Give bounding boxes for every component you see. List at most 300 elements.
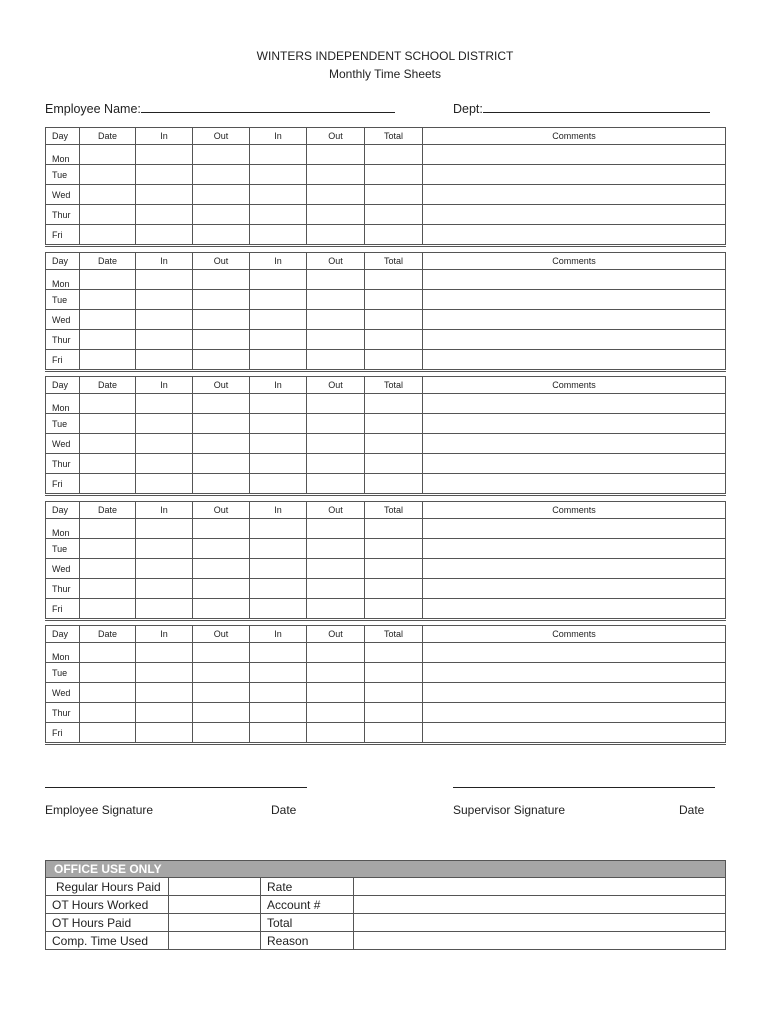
- week-table: [45, 625, 726, 745]
- time-entry-cell[interactable]: [365, 225, 423, 246]
- time-entry-cell[interactable]: [80, 703, 136, 723]
- time-entry-cell[interactable]: [423, 643, 726, 663]
- time-entry-cell[interactable]: [250, 350, 307, 371]
- time-entry-cell[interactable]: [136, 599, 193, 620]
- time-entry-cell[interactable]: [423, 330, 726, 350]
- time-entry-cell[interactable]: [365, 474, 423, 495]
- time-entry-cell[interactable]: [365, 290, 423, 310]
- time-entry-cell[interactable]: [136, 539, 193, 559]
- time-entry-cell[interactable]: [307, 145, 365, 165]
- time-entry-cell[interactable]: [193, 519, 250, 539]
- time-entry-cell[interactable]: [80, 643, 136, 663]
- time-entry-cell[interactable]: [365, 579, 423, 599]
- column-header: In: [250, 502, 307, 519]
- column-header: Day: [46, 377, 80, 394]
- time-entry-cell[interactable]: [80, 310, 136, 330]
- office-row: [46, 914, 726, 932]
- time-entry-cell[interactable]: [193, 330, 250, 350]
- time-entry-cell[interactable]: [423, 579, 726, 599]
- day-row: [46, 145, 726, 165]
- time-entry-cell[interactable]: [136, 579, 193, 599]
- dept-label: Dept:: [453, 102, 483, 116]
- time-entry-cell[interactable]: [193, 350, 250, 371]
- time-entry-cell[interactable]: [365, 350, 423, 371]
- time-entry-cell[interactable]: [365, 330, 423, 350]
- time-entry-cell[interactable]: [250, 579, 307, 599]
- time-entry-cell[interactable]: [307, 270, 365, 290]
- time-entry-cell[interactable]: [423, 414, 726, 434]
- time-entry-cell[interactable]: [365, 663, 423, 683]
- time-entry-cell[interactable]: [250, 414, 307, 434]
- time-entry-cell[interactable]: [307, 723, 365, 744]
- time-entry-cell[interactable]: [80, 414, 136, 434]
- time-entry-cell[interactable]: [250, 165, 307, 185]
- column-header: In: [250, 626, 307, 643]
- day-label: Thur: [46, 703, 80, 723]
- time-entry-cell[interactable]: [423, 225, 726, 246]
- column-header: In: [136, 377, 193, 394]
- time-entry-cell[interactable]: [80, 290, 136, 310]
- column-header: Comments: [423, 253, 726, 270]
- column-header: Out: [193, 502, 250, 519]
- time-entry-cell[interactable]: [250, 185, 307, 205]
- time-entry-cell[interactable]: [250, 474, 307, 495]
- office-label: Reason: [261, 932, 354, 950]
- day-label: Tue: [46, 539, 80, 559]
- time-entry-cell[interactable]: [250, 310, 307, 330]
- supervisor-date-label: Date: [679, 803, 705, 817]
- column-header: Date: [80, 253, 136, 270]
- time-entry-cell[interactable]: [80, 434, 136, 454]
- office-label: OT Hours Worked: [46, 896, 169, 914]
- day-label: Thur: [46, 454, 80, 474]
- day-row: [46, 185, 726, 205]
- time-entry-cell[interactable]: [365, 703, 423, 723]
- column-header: Day: [46, 626, 80, 643]
- column-header: In: [250, 377, 307, 394]
- time-entry-cell[interactable]: [365, 519, 423, 539]
- day-label: Wed: [46, 185, 80, 205]
- time-entry-cell[interactable]: [423, 434, 726, 454]
- time-entry-cell[interactable]: [423, 474, 726, 495]
- time-entry-cell[interactable]: [193, 454, 250, 474]
- column-header: Comments: [423, 377, 726, 394]
- time-entry-cell[interactable]: [307, 663, 365, 683]
- office-value-cell[interactable]: [354, 914, 726, 932]
- time-entry-cell[interactable]: [307, 225, 365, 246]
- column-header: Comments: [423, 128, 726, 145]
- time-entry-cell[interactable]: [136, 414, 193, 434]
- time-entry-cell[interactable]: [136, 519, 193, 539]
- column-header: In: [136, 626, 193, 643]
- time-entry-cell[interactable]: [80, 145, 136, 165]
- time-entry-cell[interactable]: [136, 683, 193, 703]
- day-row: [46, 519, 726, 539]
- time-entry-cell[interactable]: [80, 225, 136, 246]
- office-value-cell[interactable]: [169, 914, 261, 932]
- time-entry-cell[interactable]: [423, 145, 726, 165]
- day-label: Mon: [46, 145, 80, 165]
- day-row: [46, 290, 726, 310]
- day-label: Mon: [46, 394, 80, 414]
- day-label: Fri: [46, 350, 80, 371]
- time-entry-cell[interactable]: [365, 270, 423, 290]
- time-entry-cell[interactable]: [80, 330, 136, 350]
- time-entry-cell[interactable]: [307, 559, 365, 579]
- time-entry-cell[interactable]: [423, 270, 726, 290]
- supervisor-signature-label: Supervisor Signature: [453, 803, 566, 817]
- time-entry-cell[interactable]: [80, 185, 136, 205]
- day-row: [46, 310, 726, 330]
- time-entry-cell[interactable]: [80, 599, 136, 620]
- time-entry-cell[interactable]: [250, 434, 307, 454]
- day-label: Thur: [46, 579, 80, 599]
- time-entry-cell[interactable]: [423, 350, 726, 371]
- employee-name-field: [45, 101, 395, 116]
- time-entry-cell[interactable]: [365, 414, 423, 434]
- day-row: [46, 225, 726, 246]
- time-entry-cell[interactable]: [136, 185, 193, 205]
- time-entry-cell[interactable]: [80, 539, 136, 559]
- time-entry-cell[interactable]: [193, 723, 250, 744]
- day-row: [46, 723, 726, 744]
- column-header: Out: [307, 626, 365, 643]
- office-value-cell[interactable]: [169, 878, 261, 896]
- time-entry-cell[interactable]: [423, 559, 726, 579]
- office-label: Total: [261, 914, 354, 932]
- time-entry-cell[interactable]: [80, 519, 136, 539]
- office-value-cell[interactable]: [354, 896, 726, 914]
- time-entry-cell[interactable]: [136, 290, 193, 310]
- time-entry-cell[interactable]: [136, 225, 193, 246]
- time-entry-cell[interactable]: [80, 723, 136, 744]
- day-label: Thur: [46, 330, 80, 350]
- column-header: Out: [307, 128, 365, 145]
- column-header: Date: [80, 128, 136, 145]
- time-entry-cell[interactable]: [423, 165, 726, 185]
- column-header: In: [136, 128, 193, 145]
- time-entry-cell[interactable]: [307, 330, 365, 350]
- office-label: Comp. Time Used: [46, 932, 169, 950]
- week-header-row: [46, 502, 726, 519]
- time-entry-cell[interactable]: [80, 559, 136, 579]
- time-entry-cell[interactable]: [80, 350, 136, 371]
- time-entry-cell[interactable]: [365, 559, 423, 579]
- time-entry-cell[interactable]: [365, 145, 423, 165]
- time-entry-cell[interactable]: [365, 434, 423, 454]
- employee-date-label: Date: [271, 803, 297, 817]
- time-entry-cell[interactable]: [250, 663, 307, 683]
- time-entry-cell[interactable]: [307, 703, 365, 723]
- time-entry-cell[interactable]: [423, 723, 726, 744]
- time-entry-cell[interactable]: [365, 599, 423, 620]
- column-header: In: [136, 253, 193, 270]
- time-entry-cell[interactable]: [136, 205, 193, 225]
- time-entry-cell[interactable]: [307, 454, 365, 474]
- time-entry-cell[interactable]: [193, 579, 250, 599]
- time-entry-cell[interactable]: [423, 394, 726, 414]
- time-entry-cell[interactable]: [136, 310, 193, 330]
- week-header-row: [46, 377, 726, 394]
- day-row: [46, 703, 726, 723]
- time-entry-cell[interactable]: [307, 434, 365, 454]
- column-header: Total: [365, 253, 423, 270]
- time-entry-cell[interactable]: [307, 579, 365, 599]
- time-entry-cell[interactable]: [307, 599, 365, 620]
- employee-signature-label: Employee Signature: [45, 803, 154, 817]
- time-entry-cell[interactable]: [307, 414, 365, 434]
- time-entry-cell[interactable]: [80, 579, 136, 599]
- time-entry-cell[interactable]: [250, 290, 307, 310]
- dept-input[interactable]: [483, 101, 710, 113]
- time-entry-cell[interactable]: [193, 703, 250, 723]
- day-row: [46, 663, 726, 683]
- day-label: Wed: [46, 434, 80, 454]
- time-entry-cell[interactable]: [423, 599, 726, 620]
- time-entry-cell[interactable]: [423, 310, 726, 330]
- time-entry-cell[interactable]: [193, 474, 250, 495]
- day-row: [46, 165, 726, 185]
- time-entry-cell[interactable]: [307, 310, 365, 330]
- column-header: Out: [193, 128, 250, 145]
- column-header: Total: [365, 128, 423, 145]
- time-entry-cell[interactable]: [423, 185, 726, 205]
- day-row: [46, 394, 726, 414]
- day-label: Mon: [46, 519, 80, 539]
- time-entry-cell[interactable]: [250, 225, 307, 246]
- supervisor-signature-line[interactable]: [453, 779, 715, 788]
- column-header: In: [136, 502, 193, 519]
- time-entry-cell[interactable]: [136, 350, 193, 371]
- time-entry-cell[interactable]: [136, 270, 193, 290]
- time-entry-cell[interactable]: [193, 434, 250, 454]
- day-label: Wed: [46, 559, 80, 579]
- time-entry-cell[interactable]: [307, 350, 365, 371]
- time-entry-cell[interactable]: [136, 330, 193, 350]
- column-header: Day: [46, 128, 80, 145]
- column-header: Date: [80, 626, 136, 643]
- time-entry-cell[interactable]: [193, 414, 250, 434]
- time-entry-cell[interactable]: [193, 599, 250, 620]
- week-table: [45, 252, 726, 372]
- week-table: [45, 376, 726, 496]
- office-value-cell[interactable]: [169, 932, 261, 950]
- time-entry-cell[interactable]: [365, 165, 423, 185]
- time-entry-cell[interactable]: [307, 539, 365, 559]
- column-header: In: [250, 128, 307, 145]
- time-entry-cell[interactable]: [193, 165, 250, 185]
- column-header: Out: [307, 253, 365, 270]
- time-entry-cell[interactable]: [193, 559, 250, 579]
- time-entry-cell[interactable]: [250, 270, 307, 290]
- office-row: [46, 932, 726, 950]
- time-entry-cell[interactable]: [136, 454, 193, 474]
- time-entry-cell[interactable]: [250, 519, 307, 539]
- time-entry-cell[interactable]: [423, 205, 726, 225]
- column-header: Out: [193, 626, 250, 643]
- time-entry-cell[interactable]: [80, 474, 136, 495]
- time-entry-cell[interactable]: [365, 683, 423, 703]
- day-row: [46, 330, 726, 350]
- time-entry-cell[interactable]: [193, 643, 250, 663]
- time-entry-cell[interactable]: [307, 165, 365, 185]
- day-row: [46, 599, 726, 620]
- time-entry-cell[interactable]: [250, 145, 307, 165]
- week-header-row: [46, 128, 726, 145]
- day-row: [46, 559, 726, 579]
- time-entry-cell[interactable]: [365, 394, 423, 414]
- time-entry-cell[interactable]: [365, 643, 423, 663]
- column-header: Comments: [423, 502, 726, 519]
- week-table: [45, 127, 726, 247]
- time-entry-cell[interactable]: [193, 185, 250, 205]
- day-row: [46, 683, 726, 703]
- day-row: [46, 643, 726, 663]
- time-entry-cell[interactable]: [365, 454, 423, 474]
- time-entry-cell[interactable]: [80, 165, 136, 185]
- time-entry-cell[interactable]: [136, 165, 193, 185]
- time-entry-cell[interactable]: [423, 703, 726, 723]
- day-row: [46, 350, 726, 371]
- week-header-row: [46, 626, 726, 643]
- time-entry-cell[interactable]: [423, 663, 726, 683]
- day-row: [46, 434, 726, 454]
- time-entry-cell[interactable]: [250, 559, 307, 579]
- time-entry-cell[interactable]: [307, 290, 365, 310]
- column-header: In: [250, 253, 307, 270]
- time-entry-cell[interactable]: [136, 394, 193, 414]
- office-label: OT Hours Paid: [46, 914, 169, 932]
- time-entry-cell[interactable]: [136, 474, 193, 495]
- column-header: Out: [193, 253, 250, 270]
- day-row: [46, 454, 726, 474]
- employee-name-input[interactable]: [141, 101, 395, 113]
- office-use-header: OFFICE USE ONLY: [46, 861, 726, 878]
- time-entry-cell[interactable]: [365, 185, 423, 205]
- day-row: [46, 205, 726, 225]
- time-entry-cell[interactable]: [423, 539, 726, 559]
- time-entry-cell[interactable]: [80, 663, 136, 683]
- time-entry-cell[interactable]: [250, 539, 307, 559]
- time-entry-cell[interactable]: [250, 454, 307, 474]
- time-entry-cell[interactable]: [193, 310, 250, 330]
- week-table: [45, 501, 726, 621]
- time-entry-cell[interactable]: [193, 394, 250, 414]
- time-entry-cell[interactable]: [307, 394, 365, 414]
- column-header: Out: [193, 377, 250, 394]
- time-entry-cell[interactable]: [136, 723, 193, 744]
- column-header: Out: [307, 377, 365, 394]
- time-entry-cell[interactable]: [80, 205, 136, 225]
- office-value-cell[interactable]: [354, 878, 726, 896]
- time-entry-cell[interactable]: [193, 225, 250, 246]
- time-entry-cell[interactable]: [365, 310, 423, 330]
- time-entry-cell[interactable]: [193, 539, 250, 559]
- office-row: [46, 896, 726, 914]
- time-entry-cell[interactable]: [423, 683, 726, 703]
- employee-signature-line[interactable]: [45, 779, 307, 788]
- day-label: Fri: [46, 723, 80, 744]
- office-value-cell[interactable]: [169, 896, 261, 914]
- time-entry-cell[interactable]: [307, 205, 365, 225]
- office-label: Rate: [261, 878, 354, 896]
- time-entry-cell[interactable]: [250, 330, 307, 350]
- time-entry-cell[interactable]: [250, 643, 307, 663]
- time-entry-cell[interactable]: [193, 205, 250, 225]
- time-entry-cell[interactable]: [307, 474, 365, 495]
- time-entry-cell[interactable]: [136, 663, 193, 683]
- time-entry-cell[interactable]: [365, 723, 423, 744]
- time-entry-cell[interactable]: [80, 454, 136, 474]
- time-entry-cell[interactable]: [250, 723, 307, 744]
- time-entry-cell[interactable]: [307, 519, 365, 539]
- district-title: WINTERS INDEPENDENT SCHOOL DISTRICT: [256, 49, 514, 63]
- time-entry-cell[interactable]: [307, 683, 365, 703]
- day-row: [46, 579, 726, 599]
- office-label: Regular Hours Paid: [46, 878, 169, 896]
- time-entry-cell[interactable]: [250, 205, 307, 225]
- time-entry-cell[interactable]: [423, 519, 726, 539]
- time-entry-cell[interactable]: [423, 454, 726, 474]
- office-value-cell[interactable]: [354, 932, 726, 950]
- day-label: Wed: [46, 310, 80, 330]
- day-label: Mon: [46, 643, 80, 663]
- day-label: Wed: [46, 683, 80, 703]
- time-entry-cell[interactable]: [250, 683, 307, 703]
- column-header: Total: [365, 626, 423, 643]
- time-entry-cell[interactable]: [136, 145, 193, 165]
- time-entry-cell[interactable]: [365, 205, 423, 225]
- time-entry-cell[interactable]: [193, 270, 250, 290]
- time-entry-cell[interactable]: [136, 703, 193, 723]
- time-entry-cell[interactable]: [193, 145, 250, 165]
- time-entry-cell[interactable]: [250, 599, 307, 620]
- day-row: [46, 414, 726, 434]
- column-header: Total: [365, 377, 423, 394]
- time-entry-cell[interactable]: [136, 434, 193, 454]
- day-label: Tue: [46, 414, 80, 434]
- column-header: Date: [80, 377, 136, 394]
- time-entry-cell[interactable]: [307, 643, 365, 663]
- office-row: [46, 878, 726, 896]
- day-label: Tue: [46, 663, 80, 683]
- time-entry-cell[interactable]: [80, 394, 136, 414]
- day-label: Fri: [46, 474, 80, 495]
- time-entry-cell[interactable]: [250, 703, 307, 723]
- column-header: Day: [46, 253, 80, 270]
- time-entry-cell[interactable]: [193, 683, 250, 703]
- time-entry-cell[interactable]: [307, 185, 365, 205]
- day-label: Mon: [46, 270, 80, 290]
- time-entry-cell[interactable]: [136, 559, 193, 579]
- time-entry-cell[interactable]: [250, 394, 307, 414]
- dept-field: [453, 101, 710, 116]
- time-entry-cell[interactable]: [80, 683, 136, 703]
- column-header: Day: [46, 502, 80, 519]
- week-header-row: [46, 253, 726, 270]
- time-entry-cell[interactable]: [136, 643, 193, 663]
- time-entry-cell[interactable]: [193, 290, 250, 310]
- day-label: Tue: [46, 165, 80, 185]
- time-entry-cell[interactable]: [365, 539, 423, 559]
- day-row: [46, 474, 726, 495]
- time-entry-cell[interactable]: [193, 663, 250, 683]
- office-label: Account #: [261, 896, 354, 914]
- day-label: Fri: [46, 225, 80, 246]
- time-entry-cell[interactable]: [80, 270, 136, 290]
- column-header: Out: [307, 502, 365, 519]
- time-entry-cell[interactable]: [423, 290, 726, 310]
